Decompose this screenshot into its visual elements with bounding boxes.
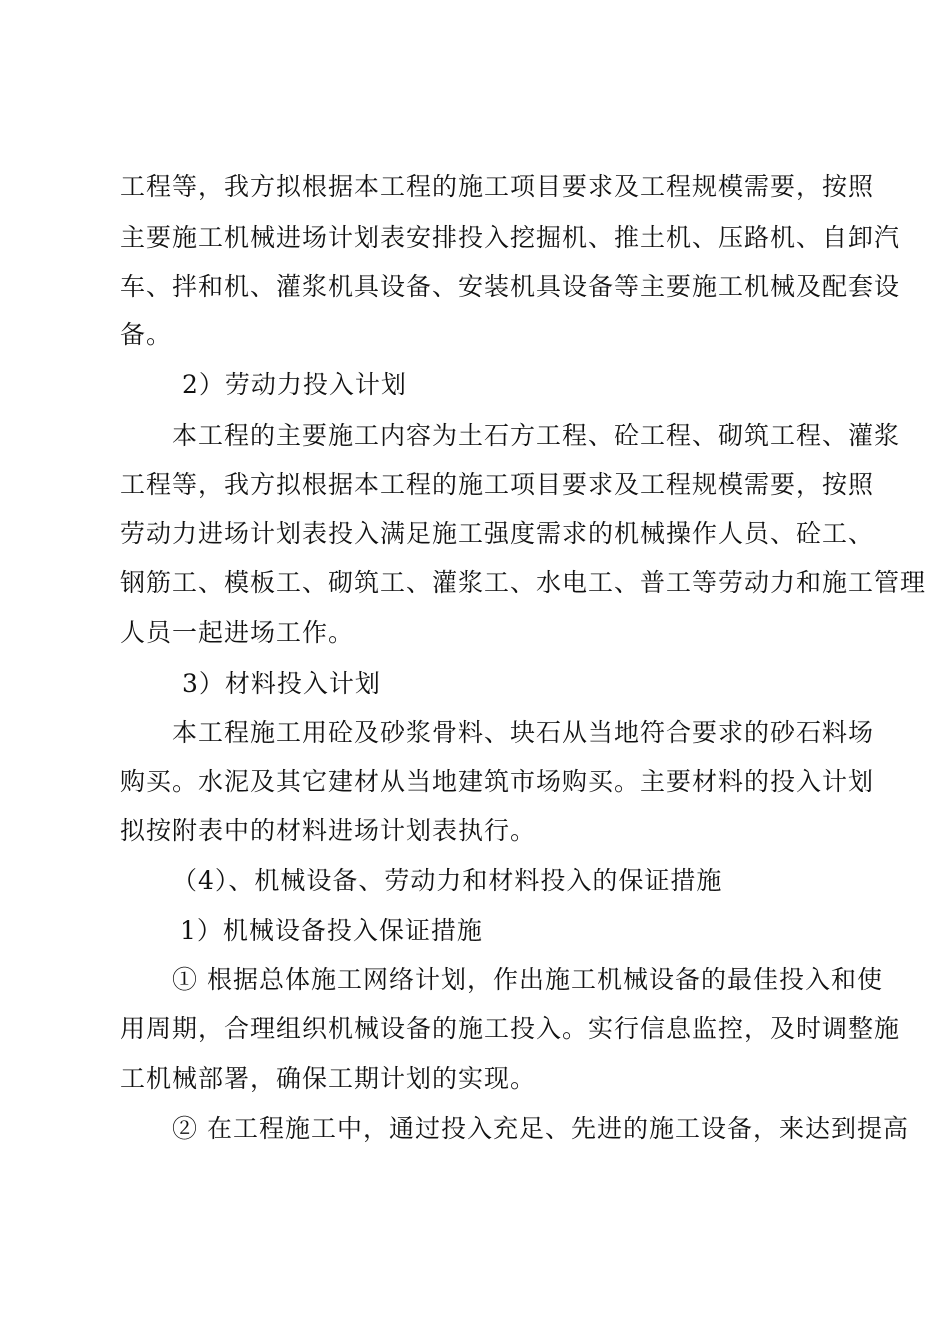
subheading-equipment-guarantee: 1）机械设备投入保证措施 [180,916,483,945]
subheading-labor-plan: 2）劳动力投入计划 [182,370,407,399]
section-heading-guarantee-measures: （4）、机械设备、劳动力和材料投入的保证措施 [172,866,723,895]
text-line-2: 主要施工机械进场计划表安排投入挖掘机、推土机、压路机、自卸汽 [120,223,901,252]
text-line-8: 劳动力进场计划表投入满足施工强度需求的机械操作人员、砼工、 [120,519,875,548]
text-line-6: 本工程的主要施工内容为土石方工程、砼工程、砌筑工程、灌浆 [172,421,901,450]
text-line-7: 工程等，我方拟根据本工程的施工项目要求及工程规模需要，按照 [120,470,875,499]
text-line-4: 备。 [120,320,173,349]
text-line-17: ① 根据总体施工网络计划，作出施工机械设备的最佳投入和使 [172,965,883,994]
text-line-18: 用周期，合理组织机械设备的施工投入。实行信息监控，及时调整施 [120,1014,901,1043]
text-line-10: 人员一起进场工作。 [120,618,355,647]
text-line-12: 本工程施工用砼及砂浆骨料、块石从当地符合要求的砂石料场 [172,718,875,747]
text-line-1: 工程等，我方拟根据本工程的施工项目要求及工程规模需要，按照 [120,172,875,201]
text-line-9: 钢筋工、模板工、砌筑工、灌浆工、水电工、普工等劳动力和施工管理 [120,568,927,597]
text-line-20: ② 在工程施工中，通过投入充足、先进的施工设备，来达到提高 [172,1114,909,1143]
text-line-19: 工机械部署，确保工期计划的实现。 [120,1064,537,1093]
subheading-material-plan: 3）材料投入计划 [182,669,381,698]
text-line-3: 车、拌和机、灌浆机具设备、安装机具设备等主要施工机械及配套设 [120,272,901,301]
text-line-14: 拟按附表中的材料进场计划表执行。 [120,816,537,845]
text-line-13: 购买。水泥及其它建材从当地建筑市场购买。主要材料的投入计划 [120,767,875,796]
